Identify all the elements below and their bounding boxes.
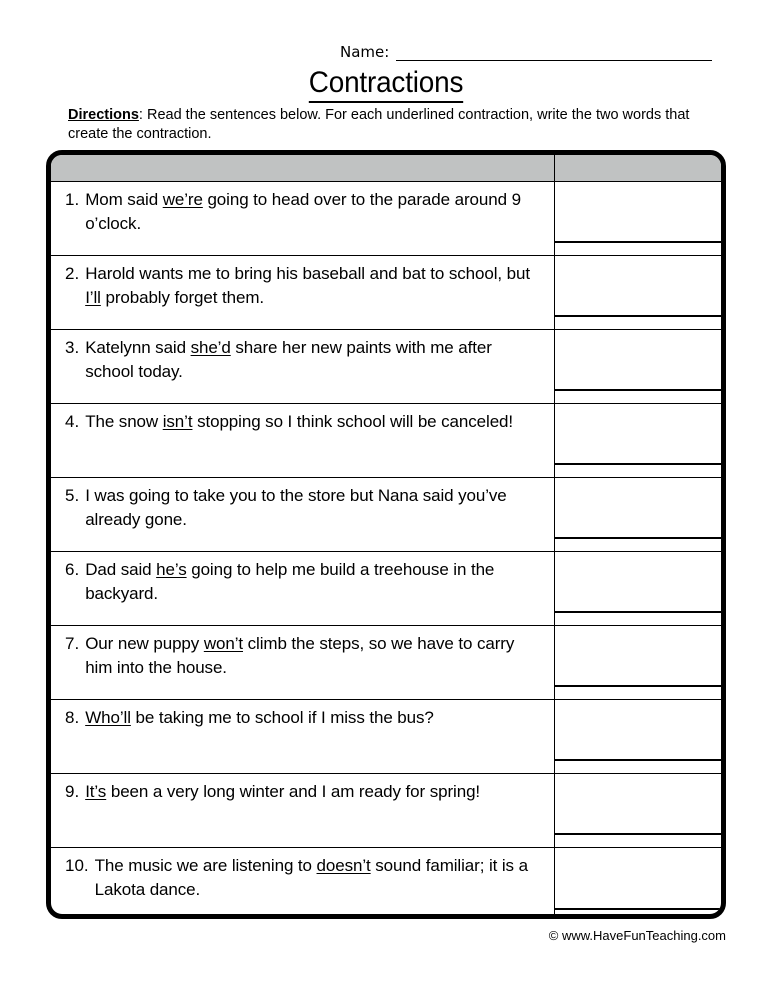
question-text	[95, 854, 544, 902]
answer-spacer-strip	[555, 243, 721, 256]
name-input-blank[interactable]	[396, 45, 712, 61]
question-text-before: Our new puppy	[85, 634, 204, 653]
directions-label: Directions	[68, 107, 139, 123]
answers-column	[555, 182, 721, 919]
question-number: 5.	[65, 486, 80, 505]
table-header-answers	[555, 155, 721, 181]
answer-spacer-strip	[555, 835, 721, 848]
question-text	[85, 706, 544, 730]
directions-text: Read the sentences below. For each underlined contraction, write the two words that create the contraction.	[68, 107, 690, 142]
question-text-after: already gone.	[85, 510, 187, 529]
answer-input-box[interactable]	[555, 330, 721, 391]
answer-cell-group	[555, 848, 721, 919]
page-title-text: Contractions	[309, 66, 463, 103]
sentences-column	[51, 182, 555, 919]
answer-input-box[interactable]	[555, 552, 721, 613]
underlined-contraction: you’ve	[458, 486, 507, 505]
table-body	[51, 182, 721, 919]
page-title	[0, 66, 772, 103]
answer-input-box[interactable]	[555, 256, 721, 317]
table-row	[51, 182, 554, 256]
table-header-band	[51, 155, 721, 182]
question-number: 9.	[65, 782, 80, 801]
question-text-before: Dad said	[85, 560, 157, 579]
question-text-after: going to help me build a treehouse in the backyard.	[85, 560, 495, 603]
question-text-after: share her new paints with me after school today.	[85, 338, 492, 381]
question-text-after: been a very long winter and I am ready for spring!	[106, 782, 481, 801]
question-number: 10.	[65, 856, 89, 875]
question-text-before: The snow	[85, 412, 163, 431]
question-number: 8.	[65, 708, 80, 727]
question-number: 3.	[65, 338, 80, 357]
question-text-before: I was going to take you to the store but Nana said	[85, 486, 459, 505]
underlined-contraction: she’d	[190, 338, 231, 357]
question-text	[85, 410, 544, 434]
table-row	[51, 404, 554, 478]
question-text	[85, 632, 544, 680]
answer-input-box[interactable]	[555, 404, 721, 465]
answer-cell-group	[555, 404, 721, 478]
question-text	[85, 558, 544, 606]
answer-spacer-strip	[555, 761, 721, 774]
table-row	[51, 256, 554, 330]
underlined-contraction: doesn’t	[316, 856, 371, 875]
question-text	[85, 780, 544, 804]
answer-input-box[interactable]	[555, 182, 721, 243]
answer-spacer-strip	[555, 613, 721, 626]
answer-spacer-strip	[555, 465, 721, 478]
answer-input-box[interactable]	[555, 848, 721, 910]
underlined-contraction: Who’ll	[85, 708, 131, 727]
underlined-contraction: won’t	[203, 634, 243, 653]
underlined-contraction: he’s	[156, 560, 187, 579]
directions-separator: :	[138, 107, 147, 123]
question-number: 1.	[65, 190, 80, 209]
table-row	[51, 552, 554, 626]
answer-spacer-strip	[555, 687, 721, 700]
underlined-contraction: It’s	[85, 782, 107, 801]
name-label: Name:	[340, 43, 390, 61]
answer-input-box[interactable]	[555, 774, 721, 835]
question-text-after: be taking me to school if I miss the bus?	[130, 708, 434, 727]
underlined-contraction: I’ll	[85, 288, 101, 307]
underlined-contraction: isn’t	[162, 412, 193, 431]
answer-spacer-strip	[555, 910, 721, 919]
table-row	[51, 626, 554, 700]
answer-cell-group	[555, 182, 721, 256]
table-row	[51, 330, 554, 404]
underlined-contraction: we’re	[162, 190, 203, 209]
question-text-after: probably forget them.	[100, 288, 265, 307]
question-number: 6.	[65, 560, 80, 579]
worksheet-table	[46, 150, 726, 919]
question-text-after: going to head over to the parade around 9 o’clock.	[85, 190, 521, 233]
question-text	[85, 484, 544, 532]
answer-cell-group	[555, 478, 721, 552]
answer-cell-group	[555, 330, 721, 404]
question-text-after: climb the steps, so we have to carry him into the house.	[85, 634, 515, 677]
question-text-after: sound familiar; it is a Lakota dance.	[94, 856, 528, 899]
answer-input-box[interactable]	[555, 626, 721, 687]
answer-spacer-strip	[555, 391, 721, 404]
answer-cell-group	[555, 626, 721, 700]
question-text-before: Katelynn said	[85, 338, 191, 357]
answer-cell-group	[555, 700, 721, 774]
directions-paragraph	[68, 106, 708, 144]
question-text	[85, 336, 544, 384]
answer-cell-group	[555, 552, 721, 626]
answer-input-box[interactable]	[555, 700, 721, 761]
question-number: 4.	[65, 412, 80, 431]
question-text	[85, 188, 544, 236]
question-text-after: stopping so I think school will be canceled!	[192, 412, 514, 431]
answer-cell-group	[555, 774, 721, 848]
table-row	[51, 848, 554, 919]
table-row	[51, 774, 554, 848]
question-text	[85, 262, 544, 310]
question-number: 7.	[65, 634, 80, 653]
answer-spacer-strip	[555, 539, 721, 552]
question-text-before: Mom said	[85, 190, 163, 209]
question-number: 2.	[65, 264, 80, 283]
name-field-row	[340, 44, 712, 61]
table-row	[51, 700, 554, 774]
question-text-before: Harold wants me to bring his baseball and bat to school, but	[85, 264, 530, 283]
footer-copyright: © www.HaveFunTeaching.com	[548, 928, 726, 943]
question-text-before: The music we are listening to	[94, 856, 317, 875]
answer-cell-group	[555, 256, 721, 330]
answer-input-box[interactable]	[555, 478, 721, 539]
answer-spacer-strip	[555, 317, 721, 330]
table-header-sentences	[51, 155, 555, 181]
table-row	[51, 478, 554, 552]
